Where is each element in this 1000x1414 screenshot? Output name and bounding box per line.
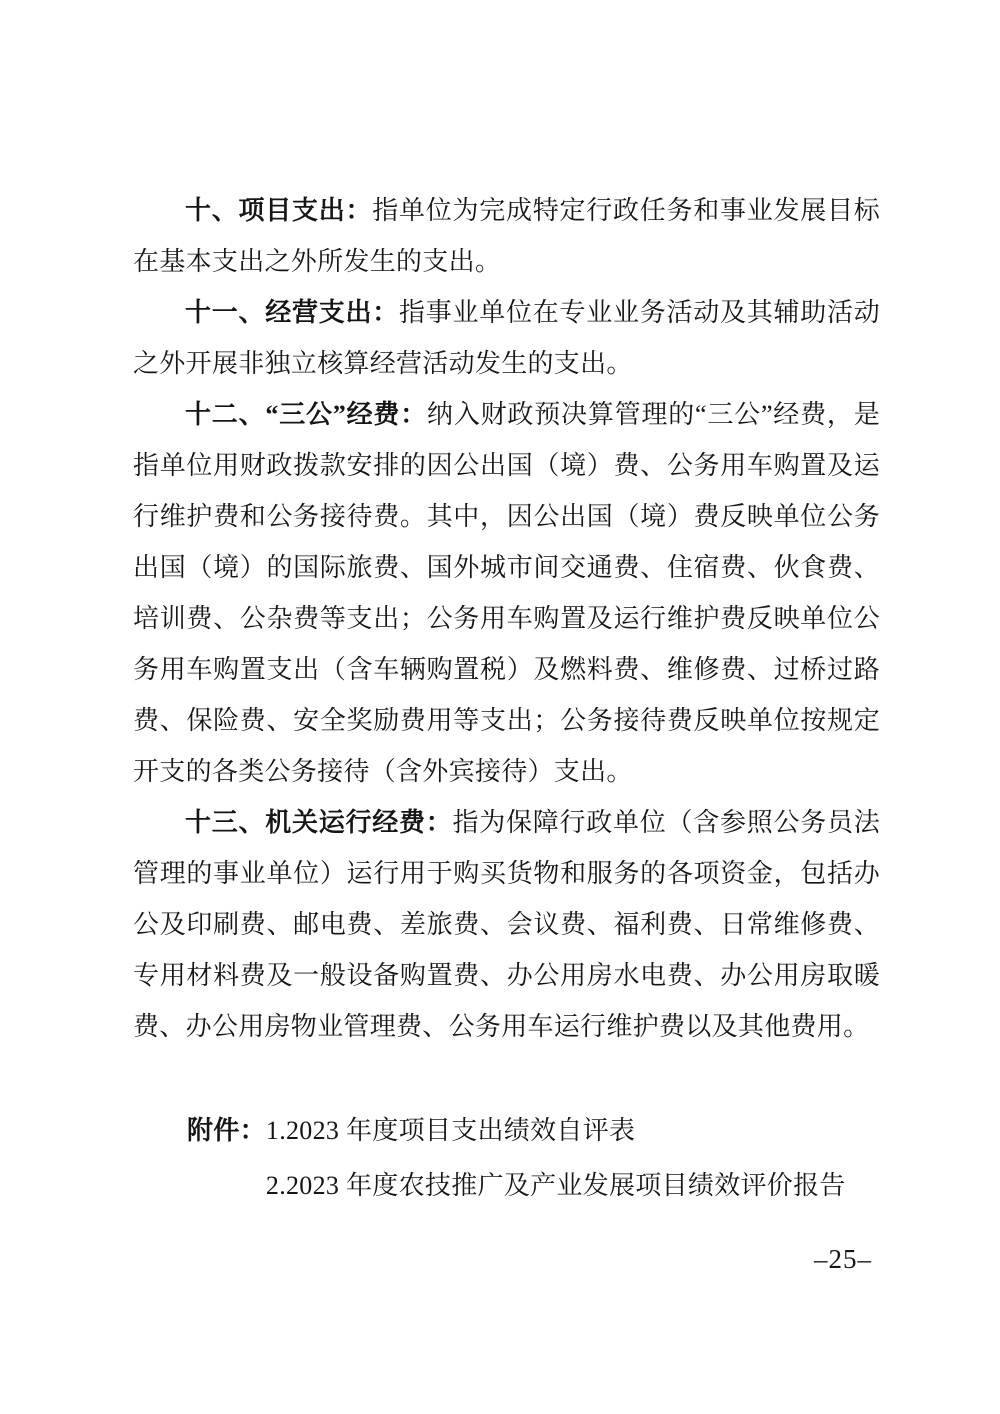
paragraph-item-12 [133,389,880,797]
paragraph-heading: 十二、“三公”经费： [185,400,428,429]
paragraph-item-13 [133,797,880,1052]
paragraph-heading: 十一、经营支出： [185,298,399,327]
paragraph-heading: 十三、机关运行经费： [185,808,453,837]
paragraph-text: 纳入财政预决算管理的“三公”经费，是指单位用财政拨款安排的因公出国（境）费、公务用车购置及运行维护费和公务接待费。其中，因公出国（境）费反映单位公务出国（境）的国际旅费、国外城市间交通费、住宿费、伙食费、培训费、公杂费等支出；公务用车购置及运行维护费反映单位公务用车购置支出（含车辆购置税）及燃料费、维修费、过桥过路费、保险费、安全奖励费用等支出；公务接待费反映单位按规定开支的各类公务接待（含外宾接待）支出。 [133,400,880,786]
paragraph-item-11 [133,287,880,389]
attachment-item: 1.2023 年度项目支出绩效自评表 [265,1116,636,1145]
attachments-list [266,1103,880,1213]
attachments-label: 附件： [187,1116,266,1145]
paragraph-heading: 十、项目支出： [185,196,373,225]
paragraph-text: 指事业单位在专业业务活动及其辅助活动之外开展非独立核算经营活动发生的支出。 [133,298,880,378]
paragraph-item-10 [133,185,880,287]
paragraph-text: 指为保障行政单位（含参照公务员法管理的事业单位）运行用于购买货物和服务的各项资金，包括办公及印刷费、邮电费、差旅费、会议费、福利费、日常维修费、专用材料费及一般设备购置费、办公用房水电费、办公用房取暖费、办公用房物业管理费、公务用车运行维护费以及其他费用。 [133,808,880,1041]
paragraph-text: 指单位为完成特定行政任务和事业发展目标在基本支出之外所发生的支出。 [133,196,880,276]
page-number: –25– [814,1244,872,1274]
document-body [133,185,880,1213]
attachment-item: 2.2023 年度农技推广及产业发展项目绩效评价报告 [265,1171,846,1200]
attachments-block [187,1103,880,1213]
